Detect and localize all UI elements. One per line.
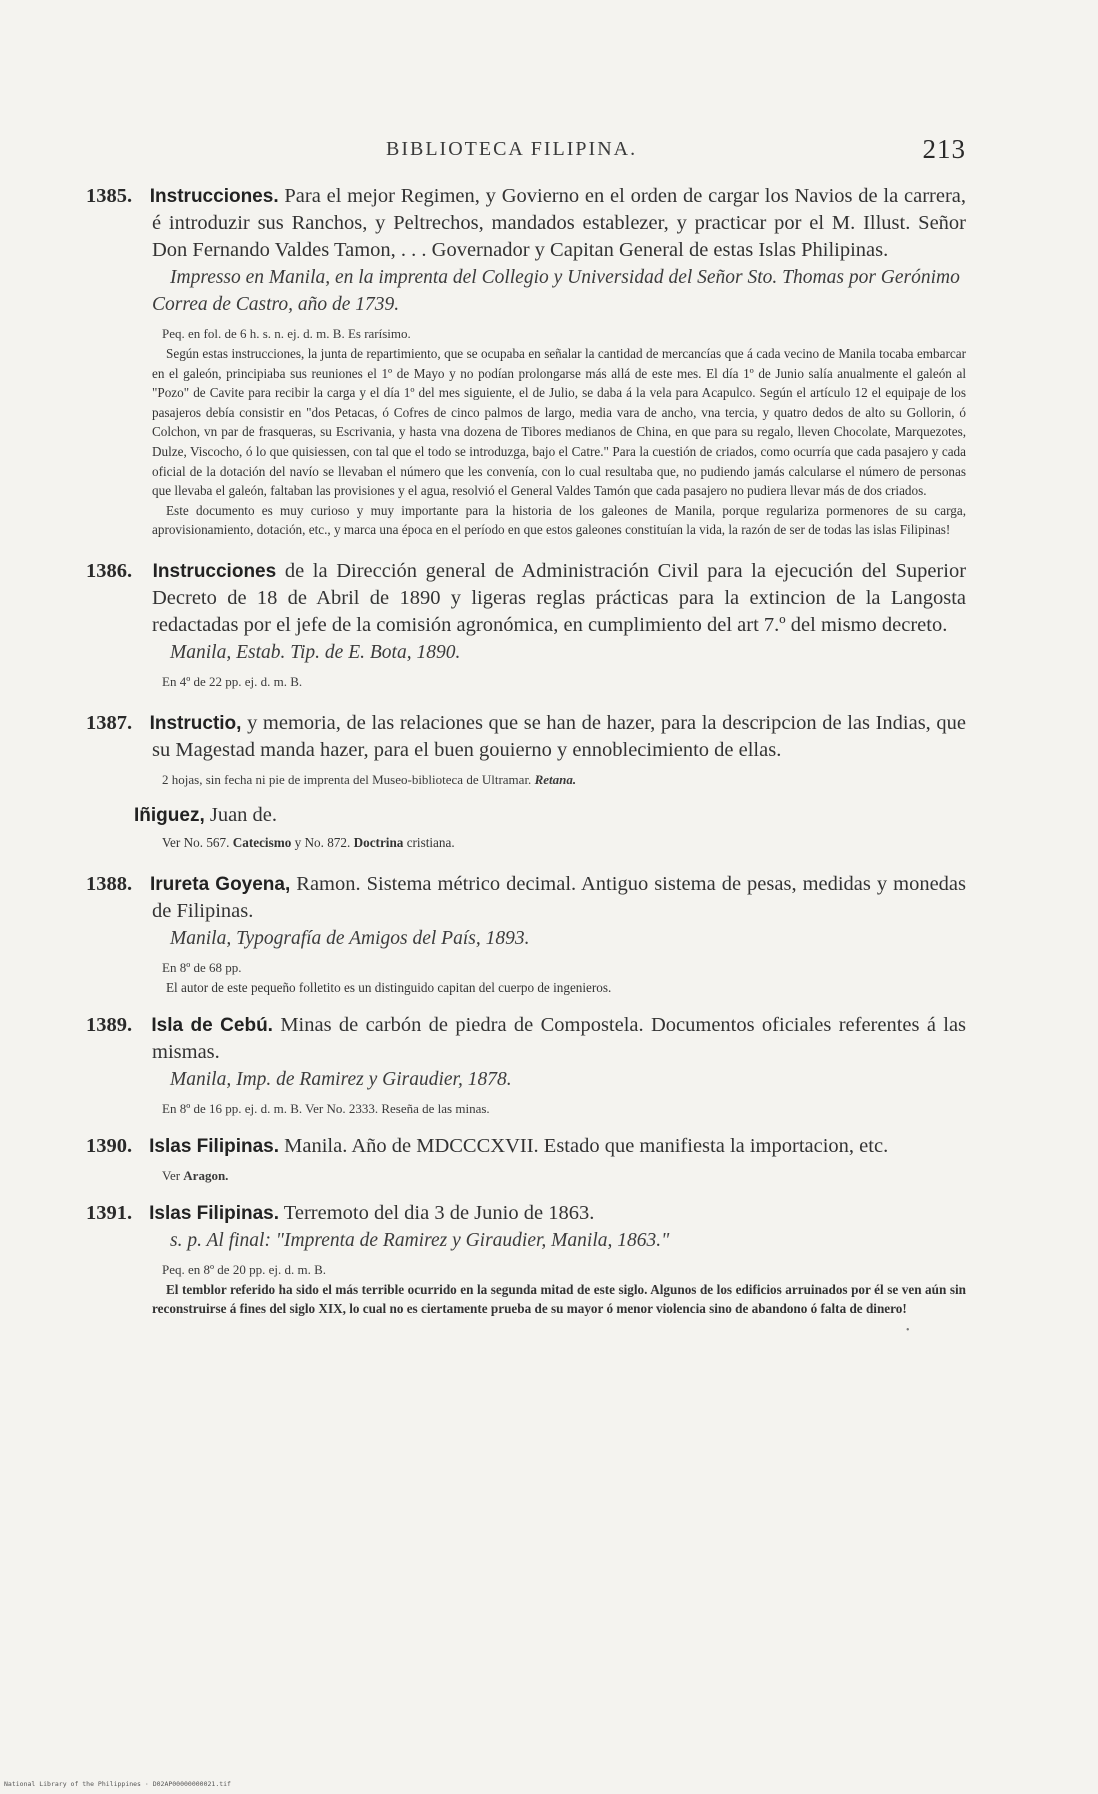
- page-number: 213: [922, 134, 966, 164]
- xref-text: Ver: [162, 1167, 181, 1183]
- entry-collation: En 8º de 68 pp.: [162, 959, 242, 975]
- entry-title-text: Para el mejor Regimen, y Govierno en el orden de cargar los Navios de la carrera, é introduzir sus Ranchos, y Peltrechos, mandados establezer, y practicar por el M. Illust. Señor Don Fernando Valdes Tamon, . . . Governador y Capitan General de estas Islas Philipinas.: [152, 185, 967, 261]
- entry-headword: Islas Filipinas.: [149, 1202, 280, 1224]
- entry-note: El autor de este pequeño folletito es un distinguido capitan del cuerpo de ingenieros.: [166, 979, 612, 995]
- entry-1385: [86, 183, 966, 540]
- entry-headword: Irureta Goyena,: [150, 873, 291, 895]
- entry-1386: [86, 558, 966, 692]
- entry-headword: Instructio,: [149, 712, 242, 734]
- page-content: [86, 183, 966, 1319]
- entry-title-text: Terremoto del dia 3 de Junio de 1863.: [283, 1201, 595, 1224]
- entry-collation: En 8º de 16 pp. ej. d. m. B. Ver No. 2333. Reseña de las minas.: [162, 1100, 490, 1116]
- entry-note: Este documento es muy curioso y muy importante para la historia de los galeones de Manila, porque regulariza pormenores de su carga, aprovisionamiento, dotación, etc., y marca una época en el período en que estos galeones constituían la vida, la razón de ser de todas las islas Filipinas!: [152, 502, 966, 538]
- entry-number: 1387.: [86, 711, 133, 734]
- entry-headword: Instrucciones.: [149, 186, 279, 207]
- running-head: [86, 134, 966, 174]
- entry-title-text: Manila. Año de MDCCCXVII. Estado que manifiesta la importacion, etc.: [284, 1134, 889, 1157]
- entry-imprint: Manila, Imp. de Ramirez y Giraudier, 1878.: [170, 1068, 512, 1090]
- xref-title: Aragon.: [183, 1167, 229, 1183]
- xref-title: Catecismo: [232, 834, 292, 850]
- entry-imprint: s. p. Al final: "Imprenta de Ramirez y Giraudier, Manila, 1863.": [170, 1229, 670, 1251]
- entry-title-text: de la Dirección general de Administración Civil para la ejecución del Superior Decreto de 18 de Abril de 1890 y ligeras reglas prácticas para la extincion de la Langosta redactadas por el jefe de la comisión agronómica, en cumplimiento del art 7.º del mismo decreto.: [152, 559, 967, 636]
- entry-imprint: Impresso en Manila, en la imprenta del Collegio y Universidad del Señor Sto. Thomas por Gerónimo Correa de Castro, año de 1739.: [152, 267, 960, 315]
- xref-text: y No. 872.: [294, 834, 351, 850]
- entry-1389: [86, 1012, 966, 1119]
- xref-iniguez: [86, 802, 966, 853]
- xref-text: Ver No. 567.: [162, 834, 230, 850]
- entry-collation: En 4º de 22 pp. ej. d. m. B.: [162, 673, 303, 689]
- entry-1388: [86, 871, 966, 998]
- scan-footer: National Library of the Philippines · D02AP00000000021.tif: [4, 1780, 231, 1788]
- entry-number: 1390.: [86, 1134, 133, 1157]
- entry-collation: 2 hojas, sin fecha ni pie de imprenta del Museo-biblioteca de Ultramar.: [162, 771, 532, 787]
- entry-imprint: Manila, Typografía de Amigos del País, 1893.: [170, 927, 530, 949]
- xref-headword: Iñiguez,: [134, 804, 205, 826]
- entry-1387: [86, 710, 966, 790]
- entry-collation: Peq. en 8º de 20 pp. ej. d. m. B.: [162, 1261, 326, 1277]
- entry-number: 1391.: [86, 1201, 133, 1224]
- entry-collation-source: Retana.: [534, 771, 577, 787]
- printer-mark-icon: •: [906, 1325, 910, 1336]
- entry-number: 1385.: [86, 185, 133, 207]
- entry-imprint: Manila, Estab. Tip. de E. Bota, 1890.: [170, 641, 461, 663]
- xref-name: Juan de.: [209, 803, 278, 826]
- entry-number: 1388.: [86, 872, 133, 895]
- entry-note: Según estas instrucciones, la junta de repartimiento, que se ocupaba en señalar la cantidad de mercancías que á cada vecino de Manila tocaba embarcar en el galeón, principiaba sus reuniones el 1º de Mayo y no podían prolongarse más allá de este mes. El día 1º de Junio salía anualmente el galeón al "Pozo" de Cavite para recibir la carga y el día 1º del mes siguiente, el de Julio, se daba á la vela para Acapulco. Según el artículo 12 el equipaje de los pasajeros debía consistir en "dos Petacas, ó Cofres de cinco palmos de largo, media vara de ancho, vna tercia, y quatro dedos de alto su Gollorin, ó Colchon, vn par de frasqueras, su Escrivania, y hasta vna dozena de Tibores medianos de China, en que para su regalo, lleven Chocolate, Marquezotes, Dulze, Viscocho, ó lo que quisiessen, con tal que el todo se introduzga, bajo el Catre." Para la cuestión de criados, como ocurría que cada pasajero y cada oficial de la dotación del navío se llevaban el número que les convenía, con lo cual resultaba que, no pudiendo jamás calcularse el número de personas que llevaba el galeón, faltaban las provisiones y el agua, resolvió el General Valdes Tamón que cada pasajero no pudiera llevar más de dos criados.: [152, 346, 966, 499]
- entry-title-text: Ramon. Sistema métrico decimal. Antiguo sistema de pesas, medidas y monedas de Filipinas.: [152, 872, 966, 922]
- entry-headword: Instrucciones: [152, 560, 277, 582]
- entry-headword: Islas Filipinas.: [149, 1135, 280, 1157]
- running-title: BIBLIOTECA FILIPINA.: [386, 138, 638, 160]
- entry-number: 1386.: [86, 559, 133, 582]
- entry-title-text: Minas de carbón de piedra de Compostela. Documentos oficiales referentes á las mismas.: [152, 1013, 967, 1063]
- entry-headword: Isla de Cebú.: [151, 1014, 273, 1036]
- xref-title: Doctrina: [353, 834, 404, 850]
- entry-number: 1389.: [86, 1013, 133, 1036]
- entry-1391: [86, 1200, 966, 1319]
- xref-text: cristiana.: [406, 834, 455, 850]
- entry-1390: [86, 1133, 966, 1186]
- entry-note: El temblor referido ha sido el más terrible ocurrido en la segunda mitad de este siglo. Algunos de los edificios arruinados por él se ven aún sin reconstruirse á fines del siglo XIX, lo cual no es ciertamente prueba de su mayor ó menor violencia sino de abandono ó falta de dinero!: [152, 1281, 966, 1317]
- entry-title-text: y memoria, de las relaciones que se han de hazer, para la descripcion de las Indias, que su Magestad manda hazer, para el buen gouierno y ennoblecimiento de ellas.: [152, 711, 966, 761]
- entry-collation: Peq. en fol. de 6 h. s. n. ej. d. m. B. Es rarísimo.: [162, 326, 411, 341]
